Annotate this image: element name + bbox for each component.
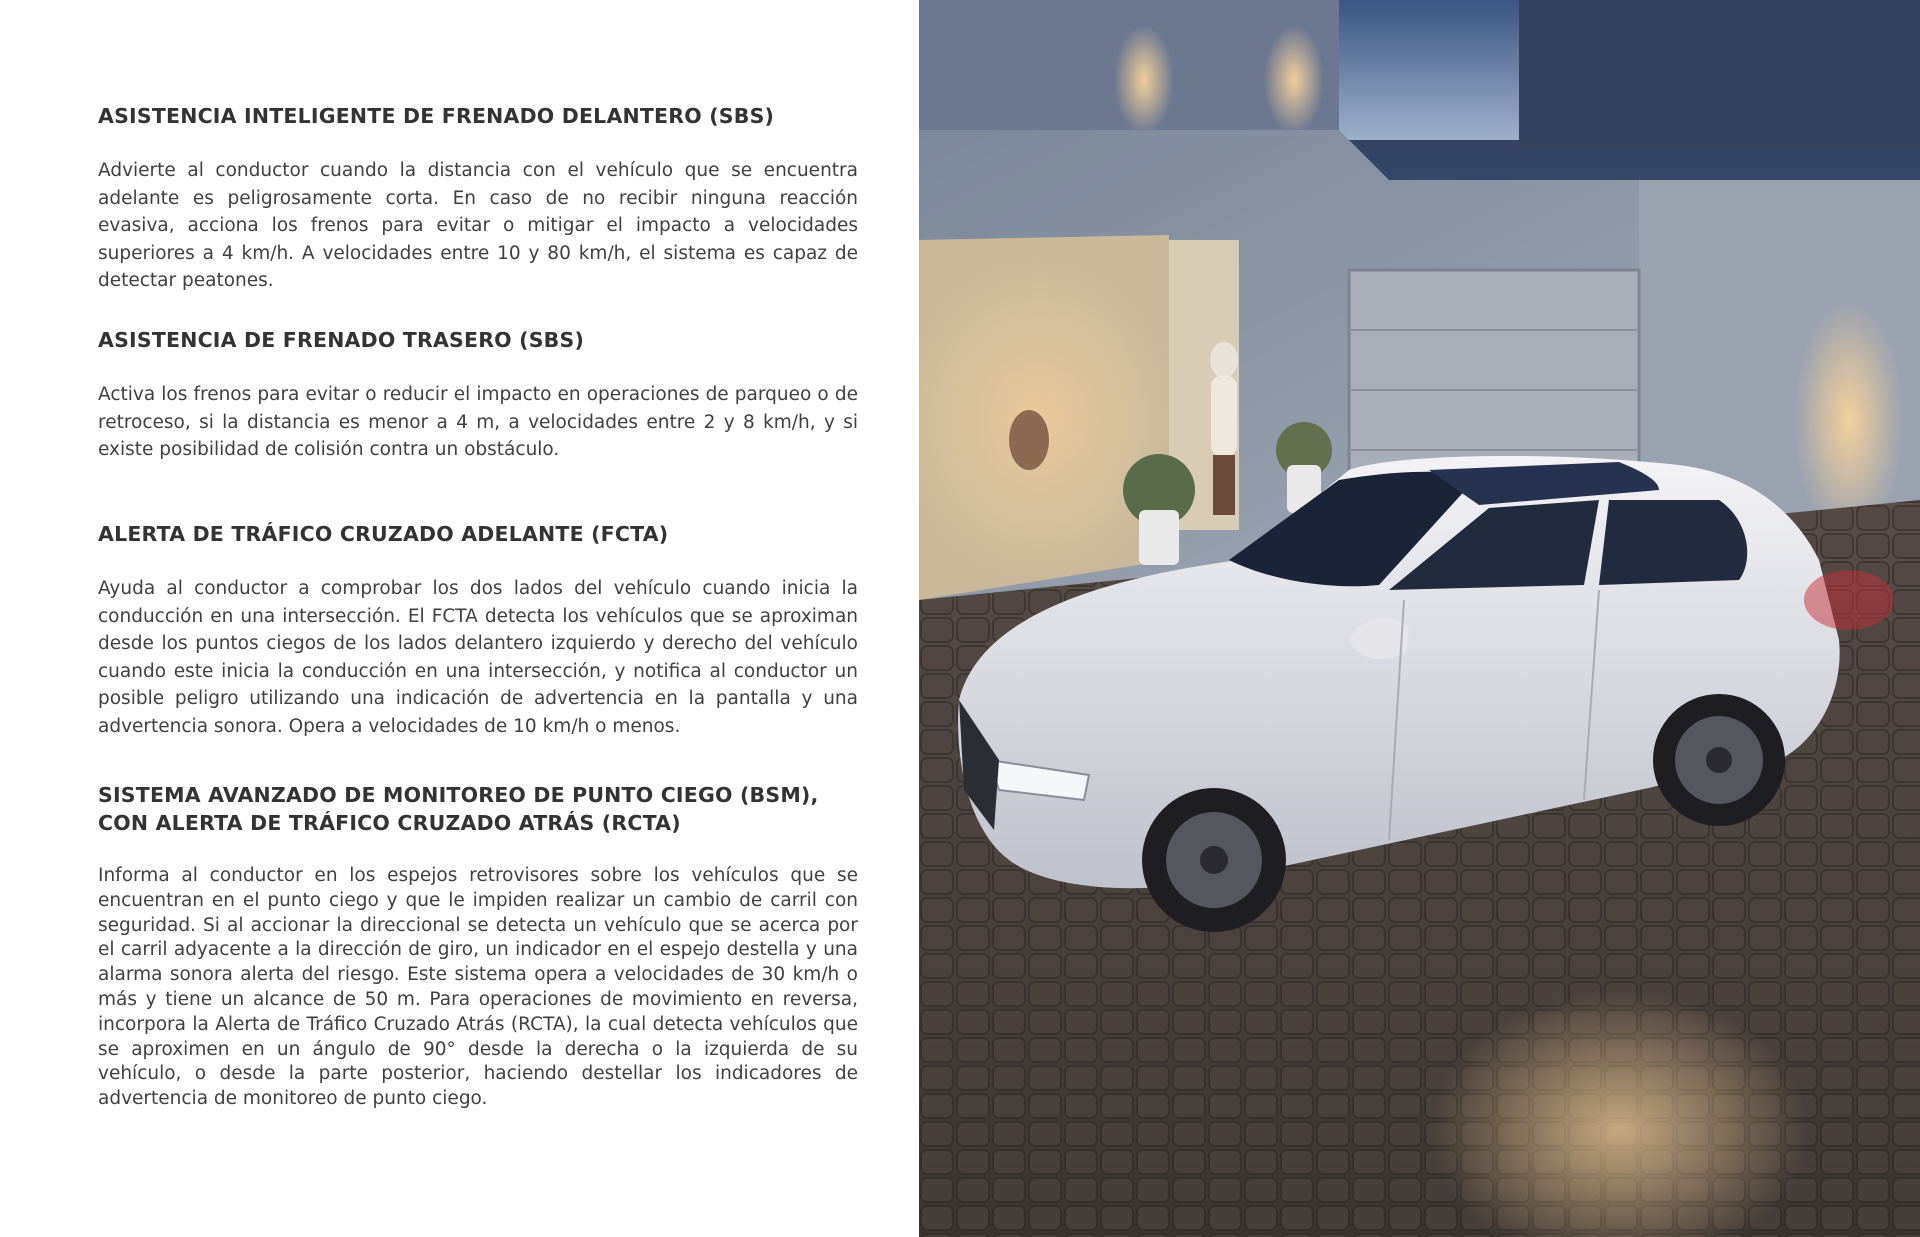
wall-light [1114,25,1174,135]
section-rear-braking [98,326,858,464]
section-heading: SISTEMA AVANZADO DE MONITOREO DE PUNTO CIEGO (BSM), CON ALERTA DE TRÁFICO CRUZADO ATRÁS (RCTA) [98,783,819,835]
car-photo [919,0,1920,1237]
person [1210,342,1238,378]
roof [1519,0,1920,150]
section-front-braking [98,102,858,295]
text-column [98,0,858,1237]
section-heading: ASISTENCIA INTELIGENTE DE FRENADO DELANTERO (SBS) [98,104,775,128]
section-heading: ASISTENCIA DE FRENADO TRASERO (SBS) [98,328,585,352]
section-body: Informa al conductor en los espejos retrovisores sobre los vehículos que se encuentran en el punto ciego y que le impiden realizar un cambio de carril con seguridad. Si al accionar la direccional se detecta un vehículo que se acerca por el carril adyacente a la dirección de giro, un indicador en el espejo destella y una alarma sonora alerta del riesgo. Este sistema opera a velocidades de 30 km/h o más y tiene un alcance de 50 m. Para operaciones de movimiento en reversa, incorpora la Alerta de Tráfico Cruzado Atrás (RCTA), la cual detecta vehículos que se aproximen en un ángulo de 90° desde la derecha o la izquierda de su vehículo, o desde la parte posterior, haciendo destellar los indicadores de advertencia de monitoreo de punto ciego. [98,865,858,1110]
section-heading: ALERTA DE TRÁFICO CRUZADO ADELANTE (FCTA) [98,522,669,546]
section-body: Activa los frenos para evitar o reducir el impacto en operaciones de parqueo o de retroceso, si la distancia es menor a 4 m, a velocidades entre 2 y 8 km/h, y si existe posibilidad de colisión contra un obstáculo. [98,384,858,460]
wall-light [1264,25,1324,135]
person [1009,410,1049,470]
section-body: Ayuda al conductor a comprobar los dos lados del vehículo cuando inicia la conducción en una intersección. El FCTA detecta los vehículos que se aproximan desde los puntos ciegos de los lados delantero izquierdo y derecho del vehículo cuando este inicia la conducción en una intersección, y notifica al conductor un posible peligro utilizando una indicación de advertencia en la pantalla y una advertencia sonora. Opera a velocidades de 10 km/h o menos. [98,578,858,737]
section-fcta [98,520,858,740]
car-photo-illustration [919,0,1920,1237]
section-bsm-rcta [98,781,858,1112]
section-body: Advierte al conductor cuando la distancia con el vehículo que se encuentra adelante es peligrosamente corta. En caso de no recibir ninguna reacción evasiva, acciona los frenos para evitar o mitigar el impacto a velocidades superiores a 4 km/h. A velocidades entre 10 y 80 km/h, el sistema es capaz de detectar peatones. [98,160,858,291]
